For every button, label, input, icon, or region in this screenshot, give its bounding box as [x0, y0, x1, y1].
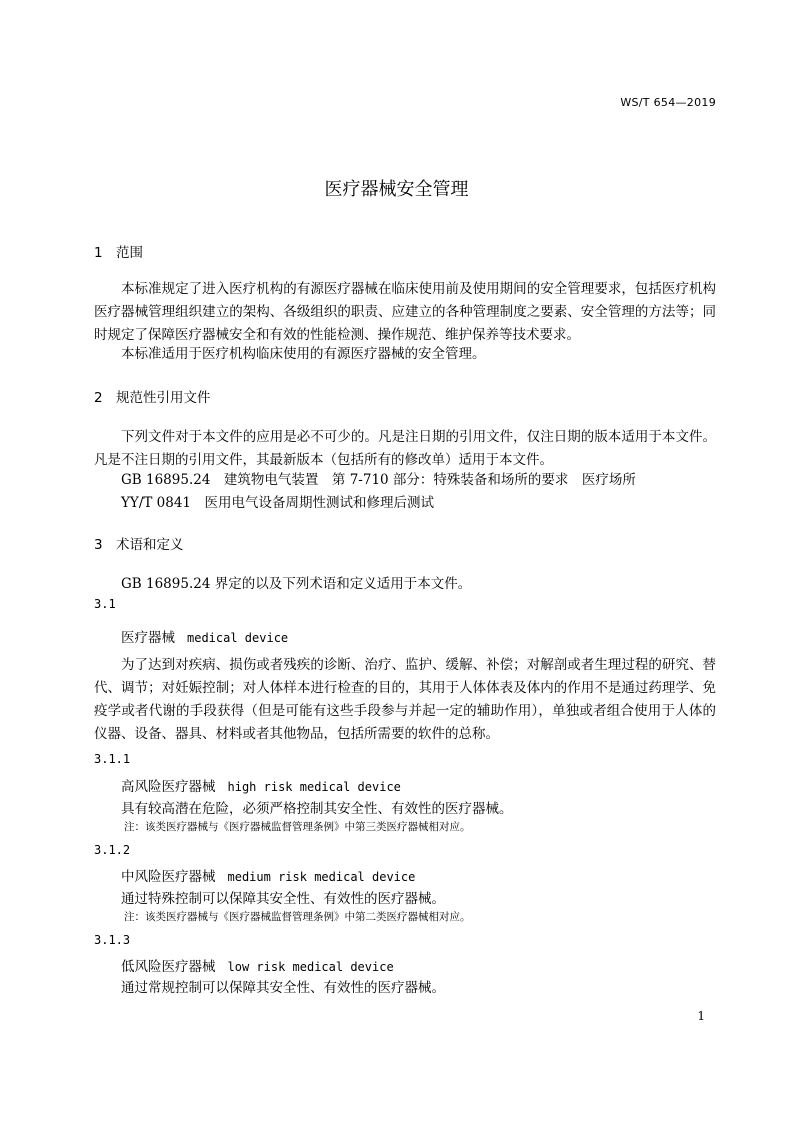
section-number: 3: [94, 537, 103, 553]
term-entry: [121, 955, 394, 975]
section-number: 1: [94, 245, 103, 261]
section-title: 术语和定义: [116, 537, 184, 553]
clause-number: 3.1: [94, 597, 116, 611]
terms-intro: GB 16895.24 界定的以及下列术语和定义适用于本文件。: [121, 576, 472, 592]
term-definition: 通过常规控制可以保障其安全性、有效性的医疗器械。: [121, 980, 445, 996]
clause-number: 3.1.2: [94, 843, 131, 857]
term-definition: 为了达到对疾病、损伤或者残疾的诊断、治疗、监护、缓解、补偿；对解剖或者生理过程的研究、替代、调节；对妊娠控制；对人体样本进行检查的目的，其用于人体体表及体内的作用不是通过药理学、免疫学或者代谢的手段获得（但是可能有这些手段参与并起一定的辅助作用），单独或者组合使用于人体的仪器、设备、器具、材料或者其他物品，包括所需要的软件的总称。: [94, 657, 716, 742]
clause-number: 3.1.1: [94, 752, 131, 766]
section-number: 2: [94, 390, 103, 406]
term-entry: [121, 775, 401, 795]
term-chinese: 医疗器械: [121, 630, 175, 646]
term-chinese: 高风险医疗器械: [121, 779, 216, 795]
clause-number: 3.1.3: [94, 933, 131, 947]
term-entry: [121, 626, 288, 646]
term-definition: 通过特殊控制可以保障其安全性、有效性的医疗器械。: [121, 891, 445, 907]
term-english: medium risk medical device: [227, 870, 416, 884]
document-title: 医疗器械安全管理: [324, 179, 469, 200]
section-heading-terms: [94, 533, 184, 553]
term-note: 注：该类医疗器械与《医疗器械监督管理条例》中第二类医疗器械相对应。: [124, 911, 471, 923]
section-title: 范围: [116, 245, 143, 261]
term-english: high risk medical device: [227, 780, 401, 794]
standard-code: WS/T 654—2019: [620, 96, 716, 109]
page-number: 1: [697, 1009, 705, 1023]
term-english: low risk medical device: [227, 960, 394, 974]
term-entry: [121, 865, 415, 885]
term-definition: 具有较高潜在危险，必须严格控制其安全性、有效性的医疗器械。: [121, 801, 513, 817]
term-chinese: 低风险医疗器械: [121, 959, 216, 975]
scope-applicability-paragraph: 本标准适用于医疗机构临床使用的有源医疗器械的安全管理。: [121, 346, 486, 362]
scope-paragraph: 本标准规定了进入医疗机构的有源医疗器械在临床使用前及使用期间的安全管理要求，包括医疗机构医疗器械管理组织建立的架构、各级组织的职责、应建立的各种管理制度之要素、安全管理的方法等；同时规定了保障医疗器械安全和有效的性能检测、操作规范、维护保养等技术要求。: [94, 281, 716, 343]
section-heading-scope: [94, 241, 143, 261]
reference-item: GB 16895.24 建筑物电气装置 第 7-710 部分：特殊装备和场所的要求 医疗场所: [121, 472, 636, 488]
section-heading-references: [94, 386, 211, 406]
reference-item: YY/T 0841 医用电气设备周期性测试和修理后测试: [121, 495, 435, 511]
term-chinese: 中风险医疗器械: [121, 869, 216, 885]
term-note: 注：该类医疗器械与《医疗器械监督管理条例》中第三类医疗器械相对应。: [124, 821, 471, 833]
term-english: medical device: [187, 631, 289, 645]
section-title: 规范性引用文件: [116, 390, 211, 406]
references-paragraph: 下列文件对于本文件的应用是必不可少的。凡是注日期的引用文件，仅注日期的版本适用于本文件。凡是不注日期的引用文件，其最新版本（包括所有的修改单）适用于本文件。: [94, 429, 716, 468]
